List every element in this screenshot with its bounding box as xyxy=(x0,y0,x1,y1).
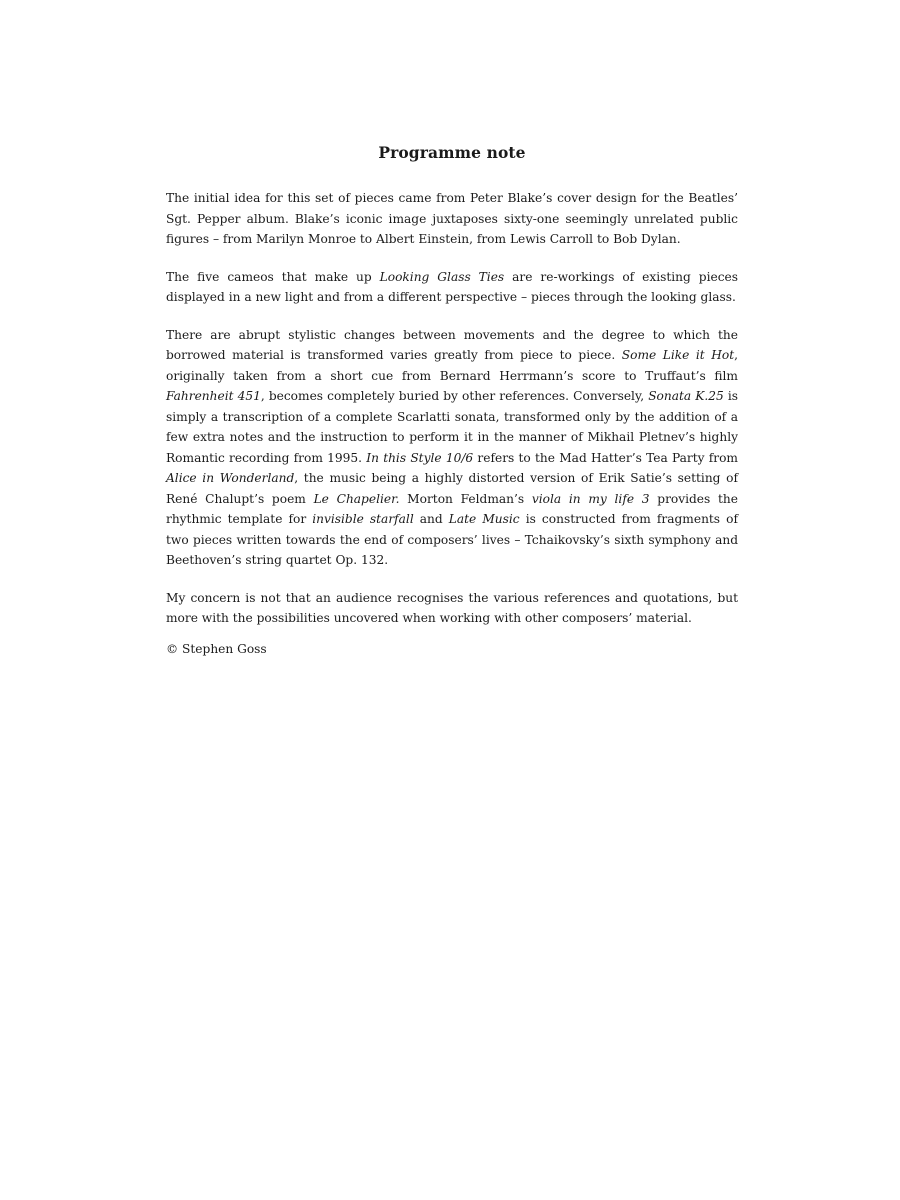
italic-title: Fahrenheit 451 xyxy=(166,389,261,403)
text-run: My concern is not that an audience recognises the various references and quotations, but more with the possibilities uncovered when working with other composers’ material. xyxy=(166,590,738,625)
paragraph-2 xyxy=(166,267,738,308)
italic-title: Alice in Wonderland xyxy=(166,471,295,485)
text-run: and xyxy=(413,512,449,526)
copyright-line: © Stephen Goss xyxy=(166,641,267,656)
page-title: Programme note xyxy=(378,143,526,162)
text-run: is simply a transcription of a complete Scarlatti sonata, transformed only by the addition of a few extra notes and the instruction to perform it in the manner of Mikhail Pletnev’s highly Romantic recording from 1995. xyxy=(166,389,739,465)
italic-title: Le Chapelier. xyxy=(313,491,400,506)
paragraph-1 xyxy=(166,188,738,250)
italic-title: invisible starfall xyxy=(312,512,414,526)
text-run: is constructed from fragments of two pieces written towards the end of composers’ lives – Tchaikovsky’s sixth symphony and Beethoven’s string quartet Op. 132. xyxy=(166,512,738,567)
text-run: provides the rhythmic template for xyxy=(166,491,738,526)
italic-title: Late Music xyxy=(448,512,520,526)
text-run: refers to the Mad Hatter’s Tea Party from xyxy=(473,450,738,465)
italic-title: Sonata K.25 xyxy=(648,389,724,403)
body-text xyxy=(166,188,738,629)
programme-note-page xyxy=(166,142,738,659)
text-run: , becomes completely buried by other references. Conversely, xyxy=(260,389,649,403)
text-run: , the music being a highly distorted version of Erik Satie’s setting of René Chalupt’s poem xyxy=(166,471,738,506)
paragraph-3 xyxy=(166,325,738,571)
paragraph-4 xyxy=(166,588,738,629)
text-run: Morton Feldman’s xyxy=(399,491,532,506)
italic-title: Some Like it Hot xyxy=(621,348,735,362)
text-run: The initial idea for this set of pieces came from Peter Blake’s cover design for the Beatles’ Sgt. Pepper album. Blake’s iconic image juxtaposes sixty-one seemingly unrelated public figures – from Marilyn Monroe to Albert Einstein, from Lewis Carroll to Bob Dylan. xyxy=(166,191,738,246)
italic-title: Looking Glass Ties xyxy=(379,269,505,284)
italic-title: viola in my life 3 xyxy=(531,491,650,506)
text-run: The five cameos that make up xyxy=(166,269,380,284)
text-run: There are abrupt stylistic changes between movements and the degree to which the borrowed material is transformed varies greatly from piece to piece. xyxy=(166,327,738,362)
text-run: , originally taken from a short cue from Bernard Herrmann’s score to Truffaut’s film xyxy=(166,348,738,383)
text-run: are re-workings of existing pieces displayed in a new light and from a different perspective – pieces through the looking glass. xyxy=(166,269,738,304)
italic-title: In this Style 10/6 xyxy=(366,450,474,465)
